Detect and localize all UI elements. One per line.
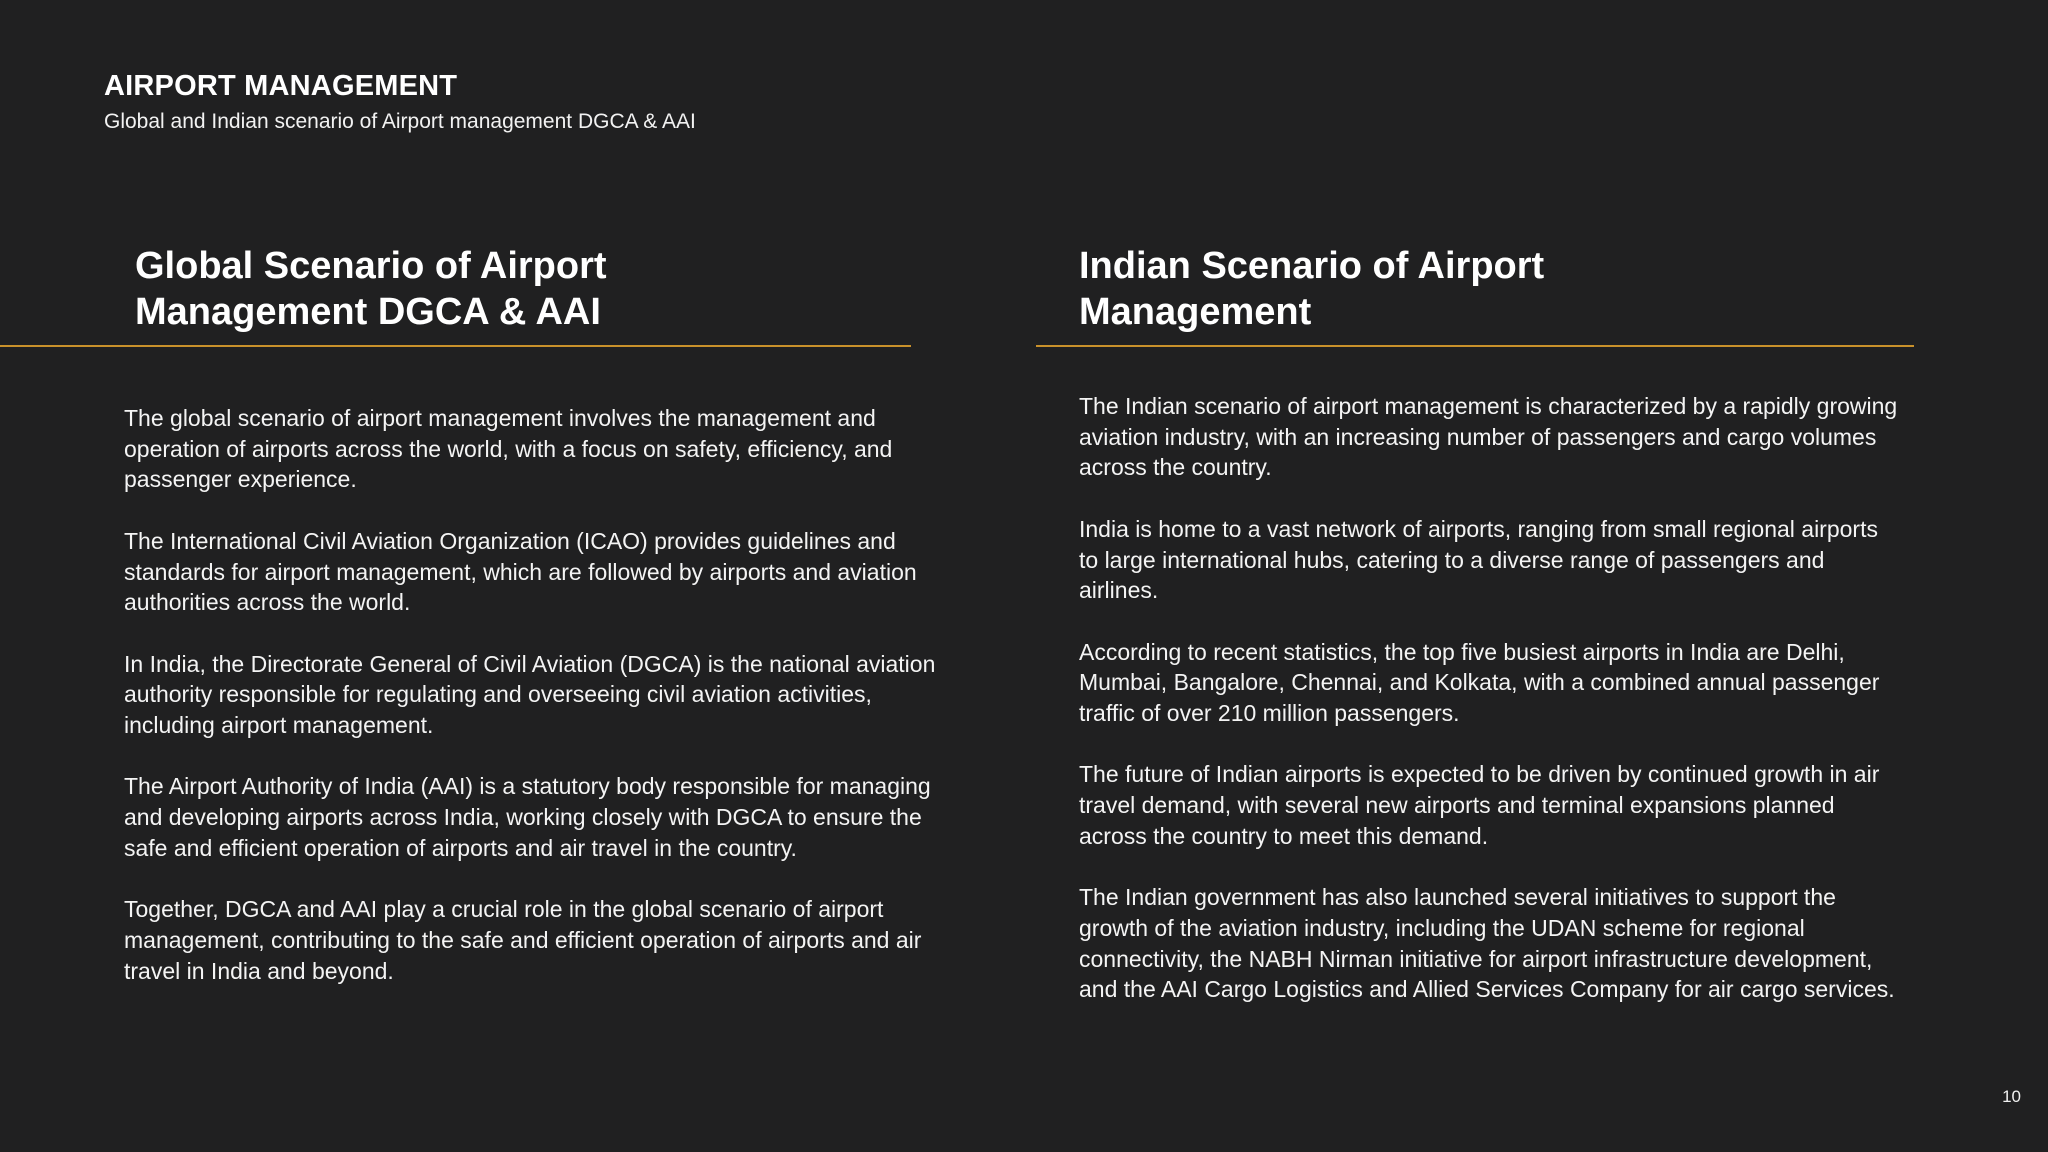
body-paragraph: In India, the Directorate General of Civil Aviation (DGCA) is the national aviation authority responsible for regulating and overseeing civil aviation activities, including airport management. xyxy=(124,650,936,738)
heading-line: Global Scenario of Airport xyxy=(135,245,607,287)
body-paragraph: The global scenario of airport management involves the management and operation of airports across the world, with a focus on safety, efficiency, and passenger experience. xyxy=(124,405,893,493)
indian-scenario-body xyxy=(1079,391,1899,1005)
right-heading-divider xyxy=(1036,345,1914,347)
page-number: 10 xyxy=(2002,1087,2021,1106)
body-paragraph: The future of Indian airports is expected to be driven by continued growth in air travel demand, with several new airports and terminal expansions planned across the country to meet this demand. xyxy=(1079,761,1880,849)
heading-line: Indian Scenario of Airport xyxy=(1079,245,1545,287)
body-paragraph: Together, DGCA and AAI play a crucial role in the global scenario of airport management, contributing to the safe and efficient operation of airports and air travel in India and beyond. xyxy=(124,896,922,984)
deck-title: AIRPORT MANAGEMENT xyxy=(104,70,458,102)
indian-scenario-heading xyxy=(1079,243,1544,335)
body-paragraph: India is home to a vast network of airports, ranging from small regional airports to large international hubs, catering to a diverse range of passengers and airlines. xyxy=(1079,515,1878,604)
heading-line: Management DGCA & AAI xyxy=(135,291,601,333)
left-heading-divider xyxy=(0,345,911,347)
deck-subtitle: Global and Indian scenario of Airport management DGCA & AAI xyxy=(104,110,696,133)
body-paragraph: According to recent statistics, the top five busiest airports in India are Delhi, Mumbai, Bangalore, Chennai, and Kolkata, with a combined annual passenger traffic of over 210 million passengers. xyxy=(1079,638,1880,726)
body-paragraph: The Indian scenario of airport management is characterized by a rapidly growing aviation industry, with an increasing number of passengers and cargo volumes across the country. xyxy=(1079,393,1898,481)
global-scenario-heading xyxy=(135,243,607,335)
body-paragraph: The Airport Authority of India (AAI) is a statutory body responsible for managing and developing airports across India, working closely with DGCA to ensure the safe and efficient operation of airports and air travel in the country. xyxy=(124,773,931,861)
body-paragraph: The International Civil Aviation Organization (ICAO) provides guidelines and standards for airport management, which are followed by airports and aviation authorities across the world. xyxy=(124,527,917,616)
body-paragraph: The Indian government has also launched several initiatives to support the growth of the aviation industry, including the UDAN scheme for regional connectivity, the NABH Nirman initiative for airport infrastructure development, and the AAI Cargo Logistics and Allied Services Company for air cargo services. xyxy=(1079,884,1895,1003)
global-scenario-body xyxy=(124,403,944,986)
heading-line: Management xyxy=(1079,291,1312,333)
